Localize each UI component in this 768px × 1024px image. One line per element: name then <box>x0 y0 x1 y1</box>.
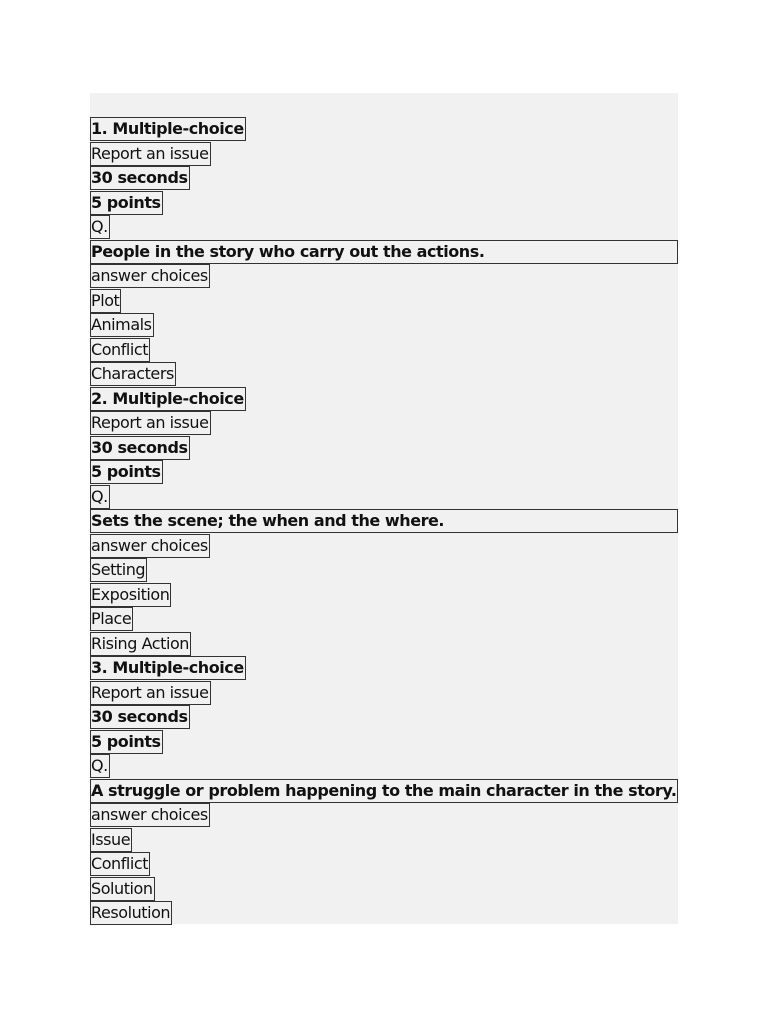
question-2-answers-row <box>90 534 678 559</box>
answer-choice[interactable]: Characters <box>90 362 176 386</box>
question-text: A struggle or problem happening to the main character in the story. <box>90 779 678 803</box>
question-1-time-row <box>90 166 678 191</box>
question-2-choice-4-row <box>90 632 678 657</box>
question-1-choice-2-row <box>90 313 678 338</box>
quiz-document <box>90 117 678 926</box>
answer-choice[interactable]: Setting <box>90 558 147 582</box>
question-1-points-row <box>90 191 678 216</box>
report-issue-link[interactable]: Report an issue <box>90 411 211 435</box>
question-label: Q. <box>90 754 110 778</box>
time-limit: 30 seconds <box>90 166 190 190</box>
question-3-text-row <box>90 779 678 804</box>
question-1-choice-4-row <box>90 362 678 387</box>
question-2-report-row <box>90 411 678 436</box>
question-1-q-row <box>90 215 678 240</box>
question-text: People in the story who carry out the actions. <box>90 240 678 264</box>
question-1-answers-row <box>90 264 678 289</box>
answer-choice[interactable]: Resolution <box>90 901 172 925</box>
time-limit: 30 seconds <box>90 705 190 729</box>
question-3-choice-3-row <box>90 877 678 902</box>
question-heading: 1. Multiple-choice <box>90 117 246 141</box>
question-2-heading-row <box>90 387 678 412</box>
question-2-text-row <box>90 509 678 534</box>
question-1-report-row <box>90 142 678 167</box>
question-text: Sets the scene; the when and the where. <box>90 509 678 533</box>
question-2-q-row <box>90 485 678 510</box>
question-3-points-row <box>90 730 678 755</box>
points-value: 5 points <box>90 460 163 484</box>
answer-choices-label: answer choices <box>90 803 210 827</box>
question-1-choice-1-row <box>90 289 678 314</box>
answer-choice[interactable]: Animals <box>90 313 154 337</box>
report-issue-link[interactable]: Report an issue <box>90 142 211 166</box>
question-heading: 3. Multiple-choice <box>90 656 246 680</box>
report-issue-link[interactable]: Report an issue <box>90 681 211 705</box>
question-3-answers-row <box>90 803 678 828</box>
answer-choice[interactable]: Rising Action <box>90 632 191 656</box>
question-heading: 2. Multiple-choice <box>90 387 246 411</box>
question-2-choice-1-row <box>90 558 678 583</box>
answer-choice[interactable]: Solution <box>90 877 155 901</box>
question-2-choice-3-row <box>90 607 678 632</box>
question-1-heading-row <box>90 117 678 142</box>
answer-choices-label: answer choices <box>90 534 210 558</box>
question-3-choice-1-row <box>90 828 678 853</box>
answer-choice[interactable]: Conflict <box>90 852 150 876</box>
question-2-time-row <box>90 436 678 461</box>
question-3-choice-2-row <box>90 852 678 877</box>
question-3-time-row <box>90 705 678 730</box>
question-label: Q. <box>90 485 110 509</box>
time-limit: 30 seconds <box>90 436 190 460</box>
answer-choice[interactable]: Plot <box>90 289 121 313</box>
question-3-heading-row <box>90 656 678 681</box>
answer-choice[interactable]: Place <box>90 607 133 631</box>
question-3-report-row <box>90 681 678 706</box>
points-value: 5 points <box>90 191 163 215</box>
question-1-choice-3-row <box>90 338 678 363</box>
question-1-text-row <box>90 240 678 265</box>
answer-choice[interactable]: Conflict <box>90 338 150 362</box>
question-3-q-row <box>90 754 678 779</box>
answer-choices-label: answer choices <box>90 264 210 288</box>
question-3-choice-4-row <box>90 901 678 926</box>
question-2-points-row <box>90 460 678 485</box>
answer-choice[interactable]: Issue <box>90 828 132 852</box>
question-label: Q. <box>90 215 110 239</box>
points-value: 5 points <box>90 730 163 754</box>
answer-choice[interactable]: Exposition <box>90 583 171 607</box>
question-2-choice-2-row <box>90 583 678 608</box>
